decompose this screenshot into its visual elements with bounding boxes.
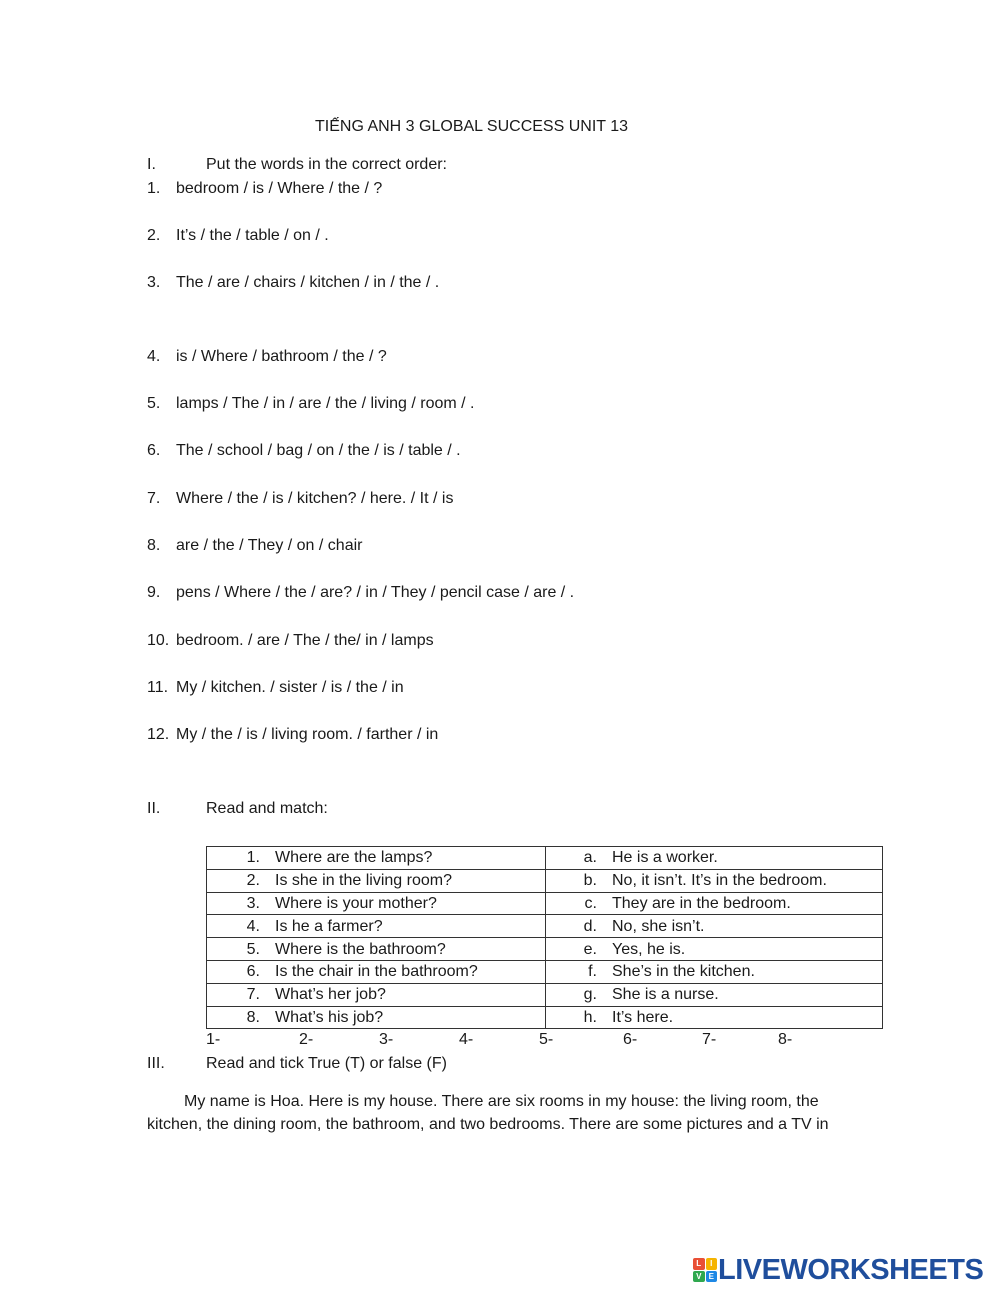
item-text: The / school / bag / on / the / is / table / . xyxy=(176,442,461,459)
logo-block: V xyxy=(693,1271,705,1283)
table-row xyxy=(207,892,883,915)
item-text: My / the / is / living room. / farther / in xyxy=(176,726,439,743)
answer-letter: b. xyxy=(583,872,597,890)
question-number: 1. xyxy=(246,849,260,867)
table-row xyxy=(207,983,883,1006)
section-2-number: II. xyxy=(147,800,161,817)
answer-text: She’s in the kitchen. xyxy=(612,963,755,981)
item-text: It’s / the / table / on / . xyxy=(176,227,329,244)
match-table xyxy=(206,846,883,1029)
answer-cell xyxy=(546,1006,883,1029)
logo-text: LIVEWORKSHEETS xyxy=(718,1253,984,1286)
table-row xyxy=(207,960,883,983)
answer-letter: c. xyxy=(584,894,597,912)
logo-blocks-icon xyxy=(693,1258,717,1282)
question-cell xyxy=(207,869,546,892)
table-row xyxy=(207,869,883,892)
logo-block: I xyxy=(706,1258,718,1270)
answer-text: Yes, he is. xyxy=(612,940,686,958)
item-number: 1. xyxy=(147,180,161,197)
question-number: 6. xyxy=(246,963,260,981)
question-number: 4. xyxy=(246,917,260,935)
answer-label: 7- xyxy=(702,1031,717,1048)
item-number: 7. xyxy=(147,490,161,507)
section-3-heading: Read and tick True (T) or false (F) xyxy=(206,1055,447,1072)
question-text: Is the chair in the bathroom? xyxy=(275,963,478,981)
item-text: are / the / They / on / chair xyxy=(176,537,363,554)
section-3-number: III. xyxy=(147,1055,165,1072)
answer-cell xyxy=(546,983,883,1006)
question-text: Is she in the living room? xyxy=(275,872,452,890)
question-cell xyxy=(207,983,546,1006)
item-text: My / kitchen. / sister / is / the / in xyxy=(176,679,404,696)
question-text: What’s her job? xyxy=(275,986,386,1004)
answer-label: 4- xyxy=(459,1031,474,1048)
question-number: 8. xyxy=(246,1008,260,1026)
item-text: bedroom / is / Where / the / ? xyxy=(176,180,383,197)
section-1-heading: Put the words in the correct order: xyxy=(206,156,447,173)
answer-letter: e. xyxy=(583,940,597,958)
item-number: 8. xyxy=(147,537,161,554)
item-number: 9. xyxy=(147,584,161,601)
answer-cell xyxy=(546,960,883,983)
question-text: Where is your mother? xyxy=(275,894,437,912)
reading-paragraph: My name is Hoa. Here is my house. There are six rooms in my house: the living room, the kitchen, the dining room, the bathroom, and two bedrooms. There are some pictures and a TV in xyxy=(147,1093,829,1133)
answer-label: 8- xyxy=(778,1031,793,1048)
answer-cell xyxy=(546,847,883,870)
answer-label: 1- xyxy=(206,1031,221,1048)
answer-letter: f. xyxy=(588,963,597,981)
liveworksheets-logo[interactable] xyxy=(693,1253,984,1286)
question-cell xyxy=(207,915,546,938)
answer-text: She is a nurse. xyxy=(612,986,719,1004)
table-row xyxy=(207,847,883,870)
logo-block: L xyxy=(693,1258,705,1270)
question-text: Is he a farmer? xyxy=(275,917,383,935)
answer-letter: d. xyxy=(583,917,597,935)
answer-letter: a. xyxy=(583,849,597,867)
answer-text: No, it isn’t. It’s in the bedroom. xyxy=(612,872,827,890)
question-cell xyxy=(207,892,546,915)
table-row xyxy=(207,915,883,938)
item-text: lamps / The / in / are / the / living / room / . xyxy=(176,395,475,412)
question-number: 7. xyxy=(246,986,260,1004)
item-text: is / Where / bathroom / the / ? xyxy=(176,348,387,365)
question-number: 2. xyxy=(246,872,260,890)
item-text: The / are / chairs / kitchen / in / the / . xyxy=(176,274,440,291)
item-number: 6. xyxy=(147,442,161,459)
page-title: TIẾNG ANH 3 GLOBAL SUCCESS UNIT 13 xyxy=(315,118,628,135)
answer-text: He is a worker. xyxy=(612,849,718,867)
item-text: pens / Where / the / are? / in / They / pencil case / are / . xyxy=(176,584,575,601)
question-text: Where are the lamps? xyxy=(275,849,433,867)
answer-letter: h. xyxy=(583,1008,597,1026)
answer-text: No, she isn’t. xyxy=(612,917,705,935)
section-2-heading: Read and match: xyxy=(206,800,328,817)
question-cell xyxy=(207,938,546,961)
answer-cell xyxy=(546,869,883,892)
answer-cell xyxy=(546,915,883,938)
question-cell xyxy=(207,847,546,870)
answer-letter: g. xyxy=(583,986,597,1004)
answer-label: 6- xyxy=(623,1031,638,1048)
item-number: 3. xyxy=(147,274,161,291)
item-number: 10. xyxy=(147,632,170,649)
question-number: 3. xyxy=(246,894,260,912)
item-number: 12. xyxy=(147,726,170,743)
section-1-number: I. xyxy=(147,156,156,173)
question-text: What’s his job? xyxy=(275,1008,384,1026)
question-number: 5. xyxy=(246,940,260,958)
table-row xyxy=(207,938,883,961)
table-row xyxy=(207,1006,883,1029)
question-cell xyxy=(207,1006,546,1029)
answer-text: It’s here. xyxy=(612,1008,674,1026)
question-cell xyxy=(207,960,546,983)
answer-cell xyxy=(546,938,883,961)
item-number: 11. xyxy=(147,679,169,696)
answer-text: They are in the bedroom. xyxy=(612,894,791,912)
answer-label: 3- xyxy=(379,1031,394,1048)
item-text: Where / the / is / kitchen? / here. / It / is xyxy=(176,490,454,507)
item-number: 4. xyxy=(147,348,161,365)
answer-label: 2- xyxy=(299,1031,314,1048)
answer-cell xyxy=(546,892,883,915)
item-text: bedroom. / are / The / the/ in / lamps xyxy=(176,632,434,649)
item-number: 5. xyxy=(147,395,161,412)
logo-block: E xyxy=(706,1271,718,1283)
answer-label: 5- xyxy=(539,1031,554,1048)
question-text: Where is the bathroom? xyxy=(275,940,446,958)
item-number: 2. xyxy=(147,227,161,244)
